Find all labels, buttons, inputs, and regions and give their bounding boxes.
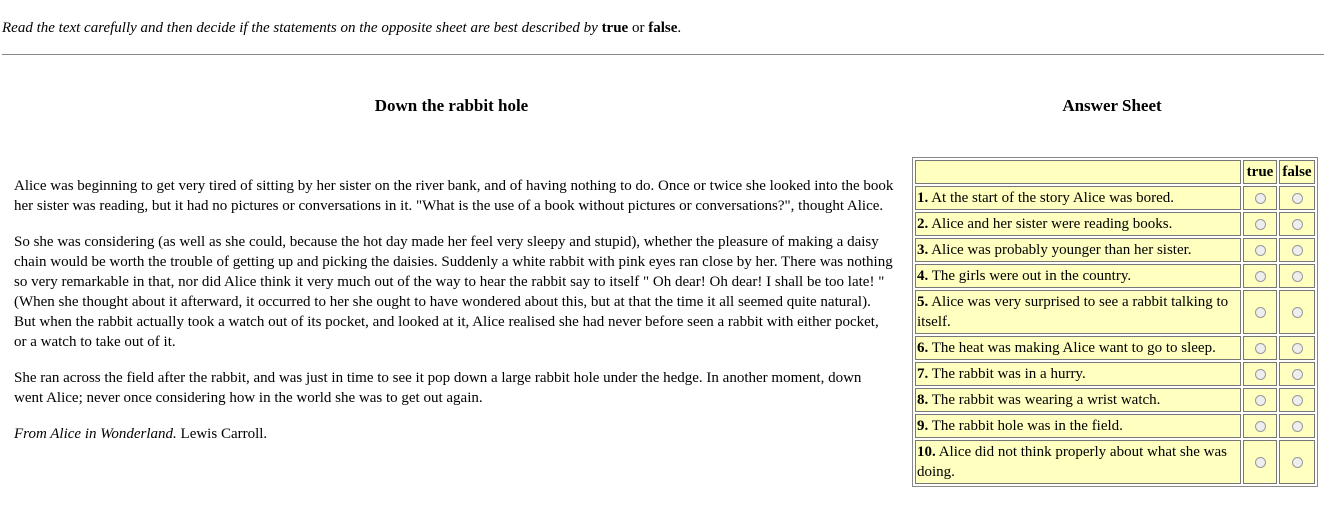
false-radio[interactable]	[1292, 193, 1303, 204]
question-label: The heat was making Alice want to go to sleep.	[931, 340, 1216, 356]
story-paragraph-1: Alice was beginning to get very tired of sitting by her sister on the river bank, and of having nothing to do. Once or twice she looked into the book her sister was reading, but it had no pictures or conversations in it. "What is the use of a book without pictures or conversations?", thought Alice.	[14, 178, 894, 214]
false-cell	[1279, 238, 1315, 262]
answer-table	[912, 157, 1318, 487]
true-cell	[1243, 414, 1277, 438]
question-label: The rabbit was in a hurry.	[931, 366, 1086, 382]
true-cell	[1243, 212, 1277, 236]
true-radio[interactable]	[1255, 193, 1266, 204]
false-radio[interactable]	[1292, 395, 1303, 406]
true-radio[interactable]	[1255, 457, 1266, 468]
question-row	[915, 186, 1315, 210]
true-cell	[1243, 290, 1277, 334]
false-radio[interactable]	[1292, 245, 1303, 256]
question-text	[915, 414, 1241, 438]
question-label: Alice and her sister were reading books.	[931, 216, 1173, 232]
question-number: 6.	[917, 340, 929, 356]
true-radio[interactable]	[1255, 271, 1266, 282]
source-author: Lewis Carroll.	[180, 426, 268, 442]
question-label: The rabbit was wearing a wrist watch.	[931, 392, 1161, 408]
true-radio[interactable]	[1255, 219, 1266, 230]
question-row	[915, 336, 1315, 360]
story-paragraph-3: She ran across the field after the rabbit, and was just in time to see it pop down a large rabbit hole under the hedge. In another moment, down went Alice; never once considering how in the world she was to get out again.	[14, 370, 862, 406]
question-row	[915, 264, 1315, 288]
question-row	[915, 238, 1315, 262]
horizontal-divider	[2, 54, 1324, 55]
question-text	[915, 290, 1241, 334]
question-text	[915, 212, 1241, 236]
question-text	[915, 186, 1241, 210]
false-cell	[1279, 336, 1315, 360]
true-word: true	[601, 20, 629, 36]
false-radio[interactable]	[1292, 271, 1303, 282]
false-radio[interactable]	[1292, 369, 1303, 380]
true-cell	[1243, 238, 1277, 262]
question-number: 7.	[917, 366, 929, 382]
instructions	[2, 20, 681, 37]
question-text	[915, 440, 1241, 484]
true-cell	[1243, 388, 1277, 412]
answer-header-row	[915, 160, 1315, 184]
story-source	[14, 424, 894, 444]
question-label: The rabbit hole was in the field.	[931, 418, 1123, 434]
true-cell	[1243, 336, 1277, 360]
question-label: Alice did not think properly about what she was doing.	[917, 444, 1227, 480]
false-radio[interactable]	[1292, 421, 1303, 432]
question-number: 5.	[917, 294, 929, 310]
true-cell	[1243, 362, 1277, 386]
source-title: From Alice in Wonderland.	[14, 426, 177, 442]
false-cell	[1279, 186, 1315, 210]
true-cell	[1243, 186, 1277, 210]
question-number: 10.	[917, 444, 936, 460]
question-text	[915, 264, 1241, 288]
true-radio[interactable]	[1255, 395, 1266, 406]
instruction-end: .	[677, 20, 682, 36]
false-radio[interactable]	[1292, 219, 1303, 230]
question-number: 1.	[917, 190, 929, 206]
col-false-header: false	[1279, 160, 1315, 184]
true-radio[interactable]	[1255, 369, 1266, 380]
question-text	[915, 238, 1241, 262]
question-row	[915, 290, 1315, 334]
question-number: 4.	[917, 268, 929, 284]
question-label: At the start of the story Alice was bored.	[931, 190, 1175, 206]
false-cell	[1279, 414, 1315, 438]
story-title: Down the rabbit hole	[374, 96, 529, 115]
false-word: false	[648, 20, 678, 36]
false-cell	[1279, 362, 1315, 386]
question-label: Alice was very surprised to see a rabbit talking to itself.	[917, 294, 1229, 330]
question-number: 2.	[917, 216, 929, 232]
question-number: 8.	[917, 392, 929, 408]
question-label: The girls were out in the country.	[931, 268, 1132, 284]
answer-sheet-title: Answer Sheet	[1062, 96, 1162, 115]
false-cell	[1279, 264, 1315, 288]
true-radio[interactable]	[1255, 343, 1266, 354]
false-cell	[1279, 212, 1315, 236]
question-number: 3.	[917, 242, 929, 258]
true-cell	[1243, 440, 1277, 484]
col-true-header: true	[1243, 160, 1277, 184]
false-radio[interactable]	[1292, 343, 1303, 354]
story-paragraph-2: So she was considering (as well as she could, because the hot day made her feel very sleepy and stupid), whether the pleasure of making a daisy chain would be worth the trouble of getting up and picking the daisies. Suddenly a white rabbit with pink eyes ran close by her. There was nothing so very remarkable in that, nor did Alice think it very much out of the way to hear the rabbit say to itself " Oh dear! Oh dear! I shall be too late! "(When she thought about it afterward, it occurred to her she ought to have wondered about this, but at that the time it all seemed quite natural). But when the rabbit actually took a watch out of its pocket, and looked at it, Alice realised she had never before seen a rabbit with either pocket, or a watch to take out of it.	[14, 234, 893, 350]
header-blank-cell	[915, 160, 1241, 184]
true-radio[interactable]	[1255, 307, 1266, 318]
question-text	[915, 362, 1241, 386]
true-radio[interactable]	[1255, 245, 1266, 256]
false-radio[interactable]	[1292, 457, 1303, 468]
or-word: or	[631, 20, 645, 36]
question-text	[915, 388, 1241, 412]
false-cell	[1279, 290, 1315, 334]
true-radio[interactable]	[1255, 421, 1266, 432]
question-row	[915, 212, 1315, 236]
question-row	[915, 414, 1315, 438]
true-cell	[1243, 264, 1277, 288]
question-row	[915, 440, 1315, 484]
question-label: Alice was probably younger than her sister.	[931, 242, 1192, 258]
story-text	[14, 176, 894, 460]
question-row	[915, 362, 1315, 386]
false-cell	[1279, 388, 1315, 412]
question-number: 9.	[917, 418, 929, 434]
false-cell	[1279, 440, 1315, 484]
false-radio[interactable]	[1292, 307, 1303, 318]
question-text	[915, 336, 1241, 360]
instruction-text: Read the text carefully and then decide if the statements on the opposite sheet are best described by	[2, 20, 598, 36]
question-row	[915, 388, 1315, 412]
